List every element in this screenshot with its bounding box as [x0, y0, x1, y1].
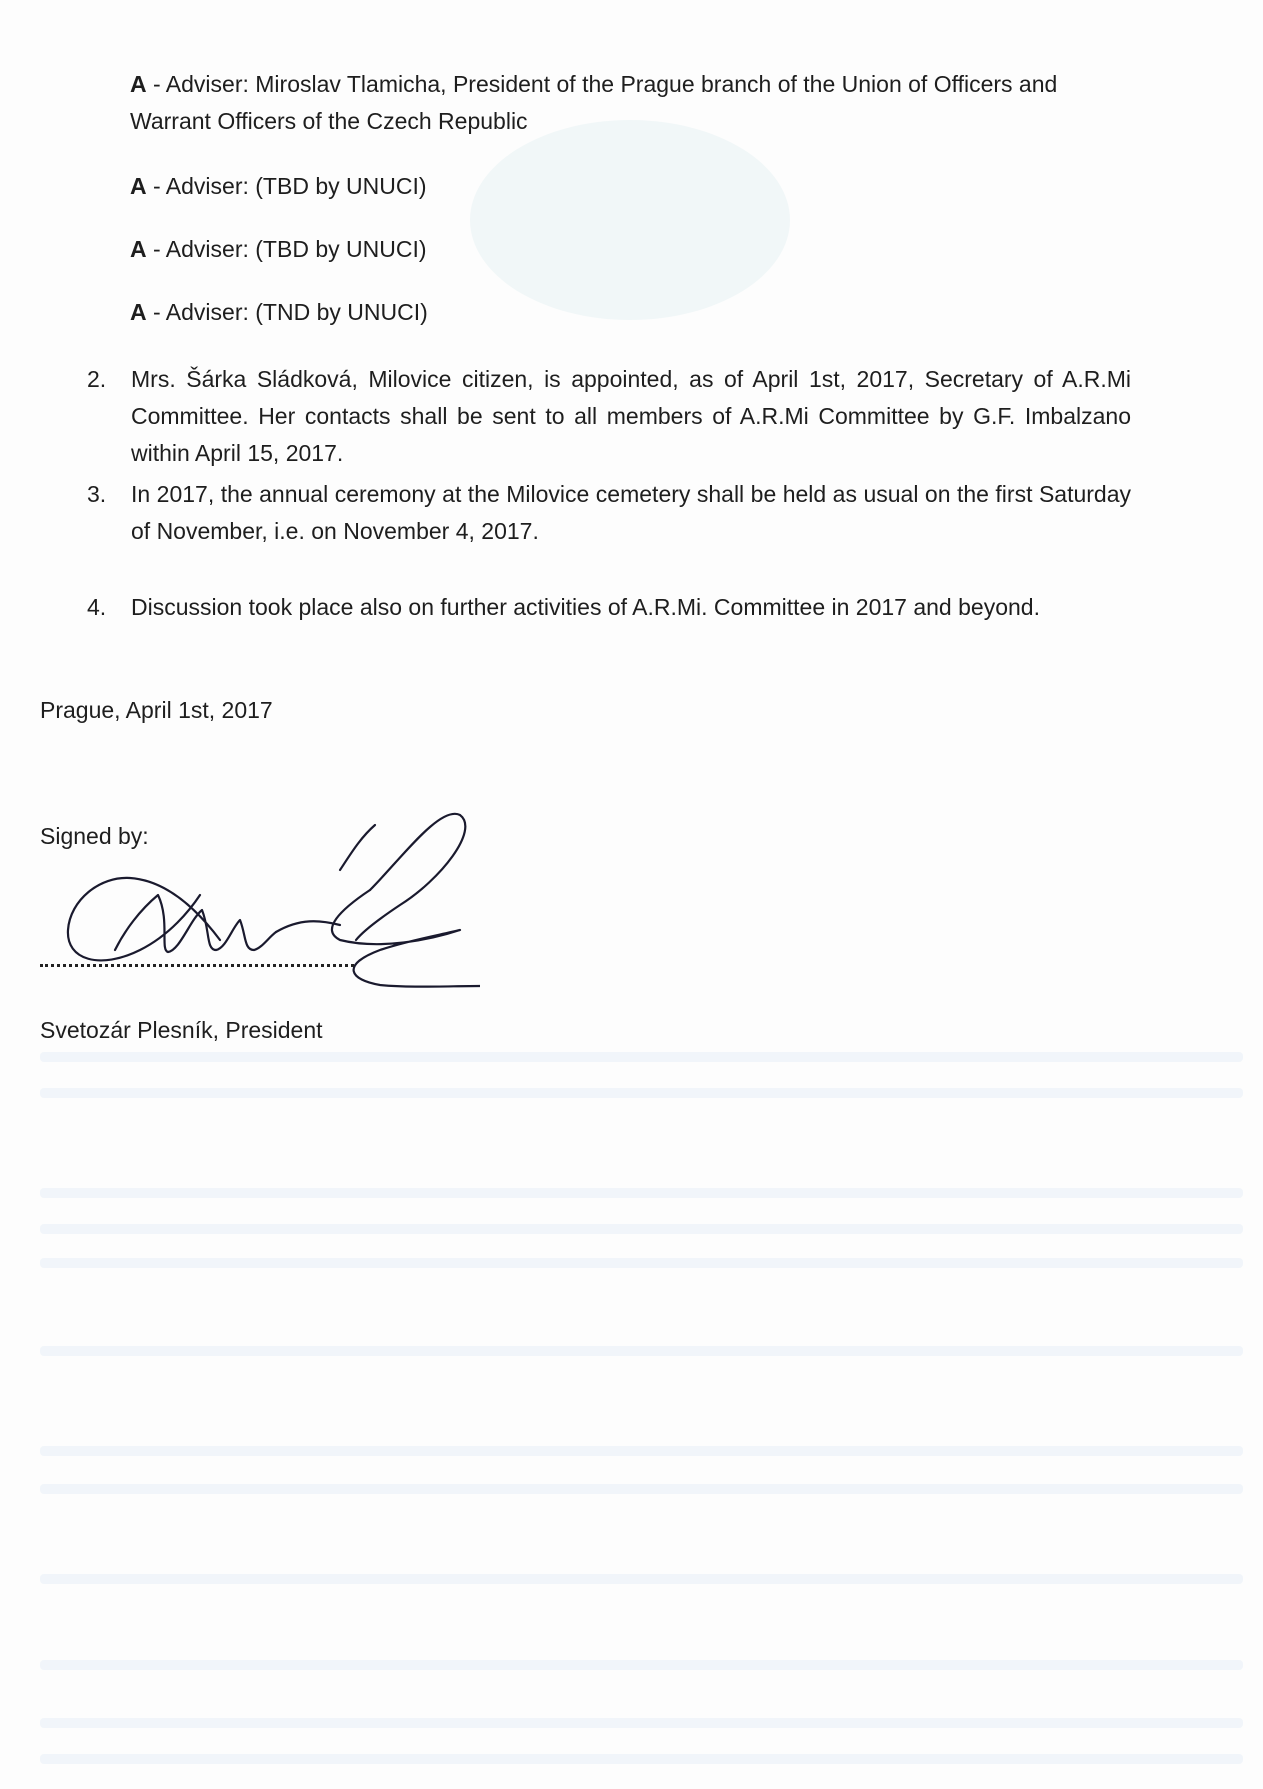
- adviser-text: - Adviser: (TBD by UNUCI): [146, 236, 427, 262]
- adviser-text: - Adviser: Miroslav Tlamicha, President of the Prague branch of the Union of Officers and: [146, 71, 1058, 97]
- bleed-through-line: [40, 1484, 1243, 1494]
- place-date: Prague, April 1st, 2017: [40, 697, 273, 723]
- adviser-line-1: [130, 66, 1057, 103]
- signed-by-label: Signed by:: [40, 823, 149, 849]
- adviser-line-3: [130, 231, 427, 268]
- adviser-marker: A: [130, 299, 147, 325]
- adviser-marker: A: [130, 71, 147, 97]
- handwritten-signature: [40, 800, 480, 990]
- item-text: Mrs. Šárka Sládková, Milovice citizen, is appointed, as of April 1st, 2017, Secretary of A.R.Mi Committee. Her contacts shall be sent to all members of A.R.Mi Committee by G.F. Imbalzano within April 15, 2017.: [131, 366, 1131, 466]
- adviser-text: - Adviser: (TND by UNUCI): [146, 299, 428, 325]
- bleed-through-line: [40, 1346, 1243, 1356]
- adviser-line-4: [130, 294, 428, 331]
- bleed-through-line: [40, 1088, 1243, 1098]
- adviser-marker: A: [130, 236, 147, 262]
- bleed-through-line: [40, 1052, 1243, 1062]
- bleed-through-line: [40, 1224, 1243, 1234]
- item-number: 4.: [87, 594, 107, 620]
- bleed-through-line: [40, 1188, 1243, 1198]
- adviser-marker: A: [130, 173, 147, 199]
- bleed-through-line: [40, 1574, 1243, 1584]
- bleed-through-line: [40, 1258, 1243, 1268]
- bleed-through-line: [40, 1754, 1243, 1764]
- item-text: In 2017, the annual ceremony at the Milovice cemetery shall be held as usual on the first Saturday of November, i.e. on November 4, 2017.: [131, 481, 1131, 544]
- adviser-line-1-continued: [130, 103, 528, 140]
- item-text: Discussion took place also on further activities of A.R.Mi. Committee in 2017 and beyond.: [131, 594, 1040, 620]
- bleed-through-mark: [470, 120, 790, 320]
- bleed-through-line: [40, 1718, 1243, 1728]
- bleed-through-line: [40, 1446, 1243, 1456]
- adviser-line-2: [130, 168, 427, 205]
- signature-dotted-line: [40, 964, 354, 967]
- bleed-through-line: [40, 1660, 1243, 1670]
- adviser-text-continued: Warrant Officers of the Czech Republic: [130, 108, 528, 134]
- item-number: 3.: [87, 481, 107, 507]
- item-number: 2.: [87, 366, 107, 392]
- adviser-text: - Adviser: (TBD by UNUCI): [146, 173, 427, 199]
- signatory-name: Svetozár Plesník, President: [40, 1017, 323, 1043]
